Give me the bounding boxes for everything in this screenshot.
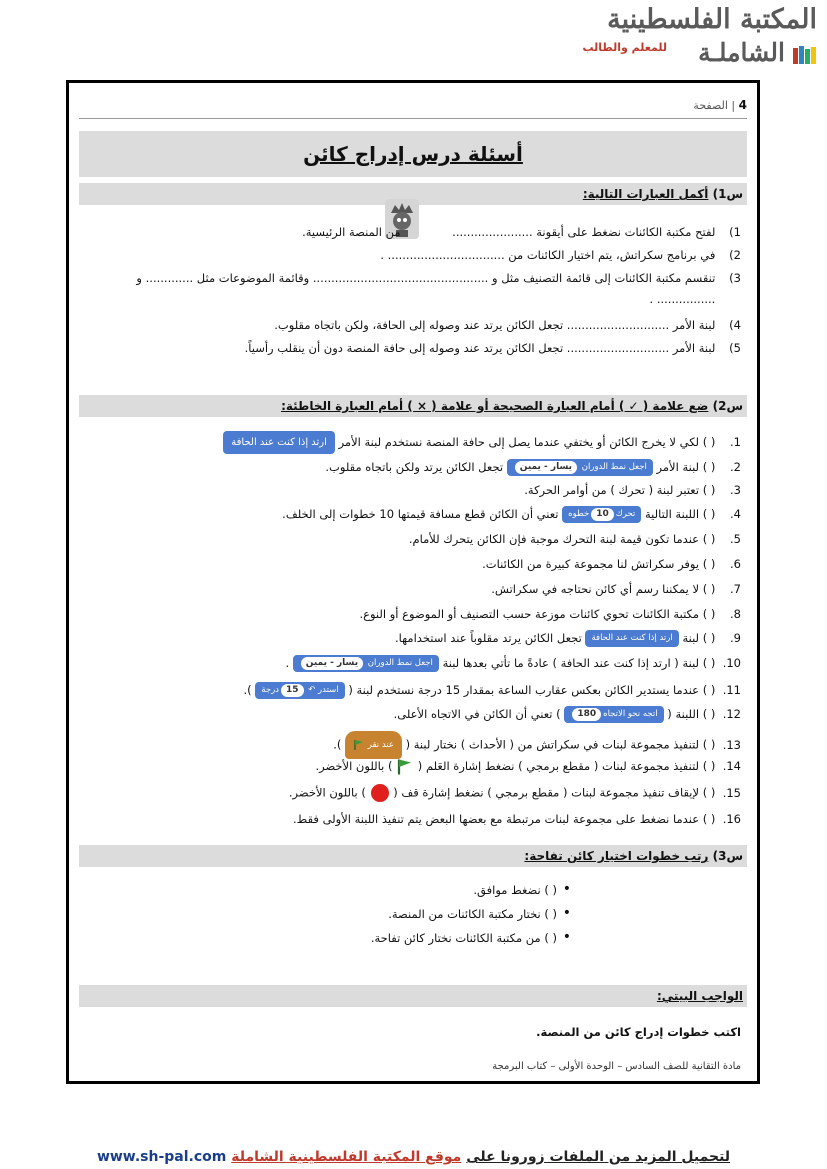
rotation-style-block: اجعل نمط الدوران يسار - يمين	[507, 459, 653, 476]
page-label: الصفحة	[693, 99, 728, 112]
rotation-style-block-2: اجعل نمط الدوران يسار - يمين	[293, 655, 439, 672]
q1-item-5: 5) لبنة الأمر ............................ تجعل الكائن يرتد عند وصوله إلى حافة المنصة دون أن ينقلب رأسياً.	[244, 341, 741, 355]
course-footer: مادة التقانية للصف السادس – الوحدة الأولى – كتاب البرمجة	[492, 1061, 741, 1072]
books-icon	[791, 44, 821, 66]
point-direction-block: اتجه نحو الاتجاه180	[564, 706, 663, 723]
bounce-block: ارتد إذا كنت عند الحافة	[223, 431, 335, 454]
download-banner	[0, 1149, 827, 1165]
green-flag-icon	[396, 758, 414, 776]
logo-tagline: للمعلم والطالب	[582, 41, 667, 54]
q2-item-10: 10. ( ) لبنة ( ارتد إذا كنت عند الحافة ) عادةً ما تأتي بعدها لبنة اجعل نمط الدوران يسار - يمين .	[285, 656, 741, 670]
banner-site-name: موقع المكتبة الفلسطينية الشاملة	[231, 1149, 462, 1165]
q2-item-6: 6. ( ) يوفر سكراتش لنا مجموعة كبيرة من الكائنات.	[482, 557, 741, 571]
q3-item-1: • ( ) نضغط موافق.	[473, 881, 557, 899]
page-header: 4 | الصفحة	[79, 98, 747, 119]
q2-heading: ضع علامة ( ✓ ) أمام العبارة الصحيحة أو علامة ( × ) أمام العبارة الخاطئة:	[281, 399, 709, 413]
q2-item-12: 12. ( ) اللبنة ( اتجه نحو الاتجاه180 ) تعني أن الكائن في الاتجاه الأعلى.	[393, 707, 741, 721]
q1-item-3-cont: ................ .	[649, 292, 716, 306]
homework-header	[79, 985, 747, 1007]
page-number: 4	[738, 98, 747, 112]
worksheet-frame	[66, 80, 760, 1084]
q2-item-8: 8. ( ) مكتبة الكائنات تحوي كائنات موزعة حسب التصنيف أو الموضوع أو النوع.	[359, 607, 741, 621]
banner-text: لتحميل المزيد من الملفات زورونا على	[466, 1149, 731, 1165]
q1-item-2: 2) في برنامج سكراتش، يتم اختيار الكائنات من ................................ .	[380, 248, 741, 262]
stop-sign-icon	[370, 783, 390, 803]
q2-item-5: 5. ( ) عندما تكون قيمة لبنة التحرك موجبة فإن الكائن يتحرك للأمام.	[408, 532, 741, 546]
q2-item-2: 2. ( ) لبنة الأمر اجعل نمط الدوران يسار - يمين تجعل الكائن يرتد ولكن باتجاه مقلوب.	[325, 460, 741, 474]
q3-item-2: • ( ) نختار مكتبة الكائنات من المنصة.	[388, 905, 557, 923]
q1-item-1: 1) لفتح مكتبة الكائنات نضغط على أيقونة ...................... من المنصة الرئيسية.	[302, 225, 741, 239]
homework-heading: الواجب البيتي:	[656, 989, 743, 1003]
homework-task: اكتب خطوات إدراج كائن من المنصة.	[536, 1025, 741, 1039]
q2-item-11: 11. ( ) عندما يستدير الكائن بعكس عقارب الساعة بمقدار 15 درجة نستخدم لبنة ( استدر ↶ 15درجة ).	[243, 683, 741, 697]
q2-item-7: 7. ( ) لا يمكننا رسم أي كائن نحتاجه في سكراتش.	[491, 582, 741, 596]
q2-item-16: 16. ( ) عندما نضغط على مجموعة لبنات مرتبطة مع بعضها البعض يتم تنفيذ اللبنة الأولى فقط.	[293, 812, 741, 826]
q2-item-3: 3. ( ) تعتبر لبنة ( تحرك ) من أوامر الحركة.	[524, 483, 741, 497]
green-flag-icon	[353, 739, 365, 751]
bounce-block-small: ارتد إذا كنت عند الحافة	[585, 630, 678, 647]
logo-line1: المكتبة الفلسطينية	[607, 4, 817, 35]
q2-item-9: 9. ( ) لبنة ارتد إذا كنت عند الحافة تجعل الكائن يرتد مقلوباً عند استخدامها.	[394, 631, 741, 645]
q2-item-13: 13. ( ) لتنفيذ مجموعة لبنات في سكراتش من ( الأحداث ) نختار لبنة ( عند نقر ).	[83, 731, 741, 759]
q2-item-15: 15. ( ) لإيقاف تنفيذ مجموعة لبنات ( مقطع برمجي ) نضغط إشارة قف ( ) باللون الأخضر.	[83, 783, 741, 803]
site-url-link[interactable]: www.sh-pal.com	[96, 1149, 227, 1165]
q1-item-3: 3) تنقسم مكتبة الكائنات إلى قائمة التصنيف مثل و ................................................ وقائمة الموضوعات مثل ............. و	[136, 271, 741, 285]
when-flag-clicked-block: عند نقر	[345, 731, 402, 759]
q3-heading: رتب خطوات اختيار كائن تفاحة:	[524, 849, 709, 863]
q2-item-14: 14. ( ) لتنفيذ مجموعة لبنات ( مقطع برمجي ) نضغط إشارة العَلم ( ) باللون الأخضر.	[83, 757, 741, 776]
logo-line2: الشاملـة	[698, 38, 785, 67]
turn-block: استدر ↶ 15درجة	[255, 682, 344, 699]
q1-heading: أكمل العبارات التالية:	[582, 187, 709, 201]
title-band	[79, 131, 747, 177]
q3-item-3: • ( ) من مكتبة الكائنات نختار كائن تفاحة.	[371, 929, 557, 947]
q2-item-4: 4. ( ) اللبنة التالية تحرك10خطوه تعني أن الكائن قطع مسافة قيمتها 10 خطوات إلى الخلف.	[282, 507, 741, 521]
site-logo	[582, 4, 817, 68]
q1-header: س1) أكمل العبارات التالية:	[79, 183, 747, 205]
q3-header: س3) رتب خطوات اختيار كائن تفاحة:	[79, 845, 747, 867]
page-title: أسئلة درس إدراج كائن	[303, 142, 523, 166]
q2-item-1: 1. ( ) لكي لا يخرج الكائن أو يختفي عندما يصل إلى حافة المنصة نستخدم لبنة الأمر ارتد إذا كنت عند الحافة	[83, 431, 741, 454]
q1-item-4: 4) لبنة الأمر ............................ تجعل الكائن يرتد عند وصوله إلى الحافة، ولكن باتجاه مقلوب.	[274, 318, 741, 332]
q2-header: س2) ضع علامة ( ✓ ) أمام العبارة الصحيحة أو علامة ( × ) أمام العبارة الخاطئة:	[79, 395, 747, 417]
move-block: تحرك10خطوه	[562, 506, 641, 523]
